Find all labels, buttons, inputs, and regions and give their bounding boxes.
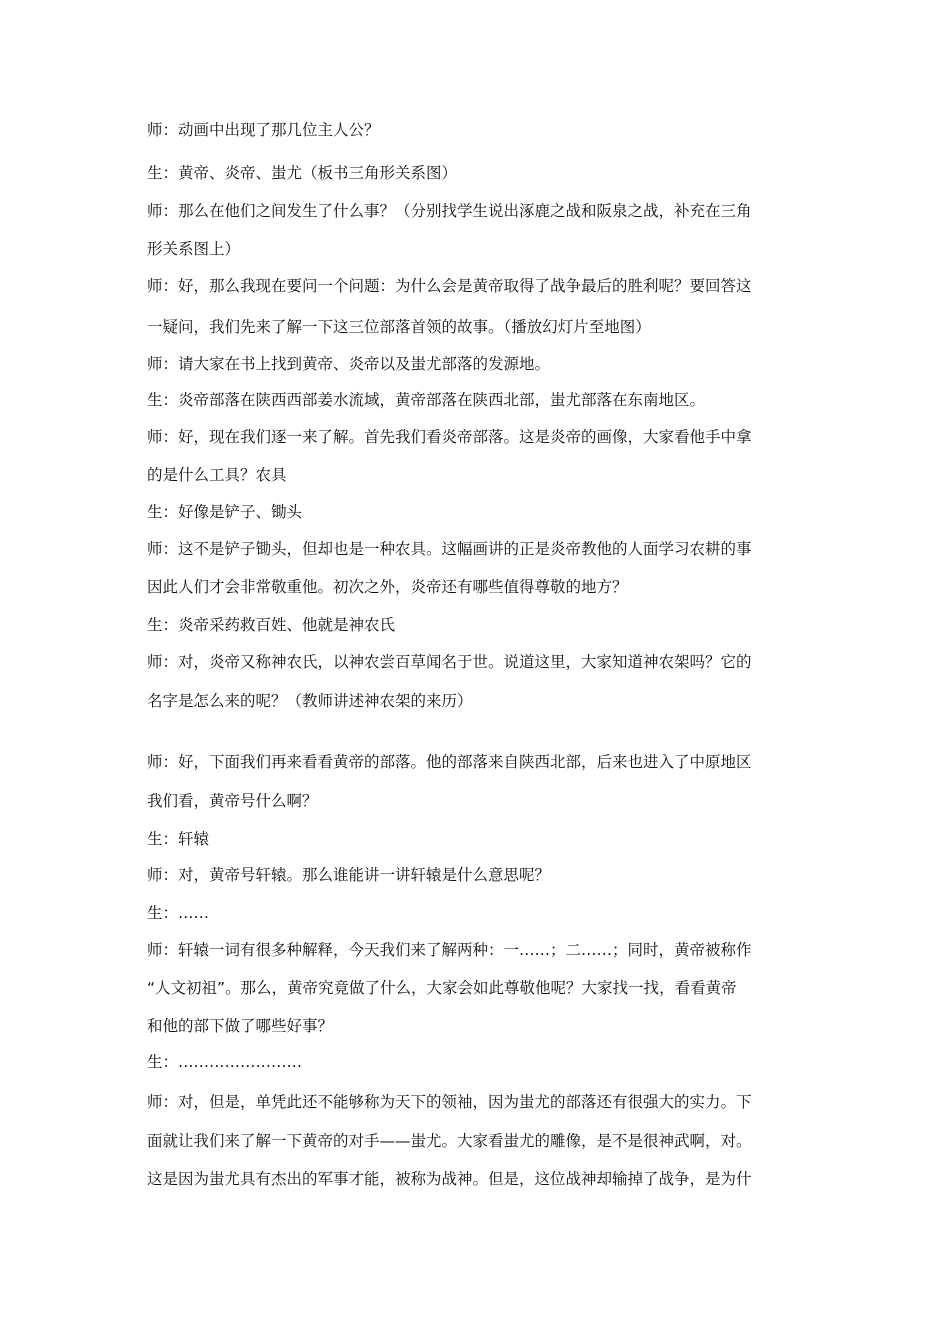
text-line: 的是什么工具？农具 bbox=[147, 466, 287, 484]
text-line: 生：…… bbox=[147, 904, 210, 922]
text-line: 师：对，炎帝又称神农氏，以神农尝百草闻名于世。说道这里，大家知道神农架吗？它的 bbox=[147, 653, 752, 671]
text-line: 生：…………………… bbox=[147, 1053, 303, 1071]
text-line: 师：动画中出现了那几位主人公？ bbox=[147, 121, 380, 139]
text-line: 形关系图上） bbox=[147, 240, 241, 258]
text-line: 师：这不是铲子锄头，但却也是一种农具。这幅画讲的正是炎帝教他的人面学习农耕的事 bbox=[147, 540, 752, 558]
text-line: 生：好像是铲子、锄头 bbox=[147, 503, 303, 521]
text-line: “人文初祖”。那么，黄帝究竟做了什么，大家会如此尊敬他呢？大家找一找，看看黄帝 bbox=[147, 979, 737, 997]
text-line: 师：好，下面我们再来看看黄帝的部落。他的部落来自陕西北部，后来也进入了中原地区 bbox=[147, 753, 752, 771]
text-line: 生：轩辕 bbox=[147, 830, 210, 848]
text-line: 生：炎帝采药救百姓、他就是神农氏 bbox=[147, 616, 396, 634]
text-line: 生：炎帝部落在陕西西部姜水流域，黄帝部落在陕西北部，蚩尤部落在东南地区。 bbox=[147, 391, 706, 409]
text-line: 面就让我们来了解一下黄帝的对手——蚩尤。大家看蚩尤的雕像，是不是很神武啊，对。 bbox=[147, 1132, 752, 1150]
text-line: 这是因为蚩尤具有杰出的军事才能，被称为战神。但是，这位战神却输掉了战争，是为什 bbox=[147, 1170, 752, 1188]
text-line: 因此人们才会非常敬重他。初次之外，炎帝还有哪些值得尊敬的地方？ bbox=[147, 578, 628, 596]
text-line: 一疑问，我们先来了解一下这三位部落首领的故事。（播放幻灯片至地图） bbox=[147, 318, 651, 336]
text-line: 我们看，黄帝号什么啊？ bbox=[147, 792, 318, 810]
text-line: 师：对，但是，单凭此还不能够称为天下的领袖，因为蚩尤的部落还有很强大的实力。下 bbox=[147, 1093, 752, 1111]
text-line: 师：对，黄帝号轩辕。那么谁能讲一讲轩辕是什么意思呢？ bbox=[147, 866, 551, 884]
text-line: 名字是怎么来的呢？（教师讲述神农架的来历） bbox=[147, 692, 473, 710]
text-line: 和他的部下做了哪些好事？ bbox=[147, 1017, 334, 1035]
text-line: 师：那么在他们之间发生了什么事？（分别找学生说出涿鹿之战和阪泉之战，补充在三角 bbox=[147, 202, 752, 220]
text-line: 师：好，那么我现在要问一个问题：为什么会是黄帝取得了战争最后的胜利呢？要回答这 bbox=[147, 277, 752, 295]
text-line: 师：请大家在书上找到黄帝、炎帝以及蚩尤部落的发源地。 bbox=[147, 355, 551, 373]
text-line: 师：好，现在我们逐一来了解。首先我们看炎帝部落。这是炎帝的画像，大家看他手中拿 bbox=[147, 428, 752, 446]
text-line: 生：黄帝、炎帝、蚩尤（板书三角形关系图） bbox=[147, 164, 458, 182]
text-line: 师：轩辕一词有很多种解释，今天我们来了解两种：一……；二……；同时，黄帝被称作 bbox=[147, 941, 752, 959]
